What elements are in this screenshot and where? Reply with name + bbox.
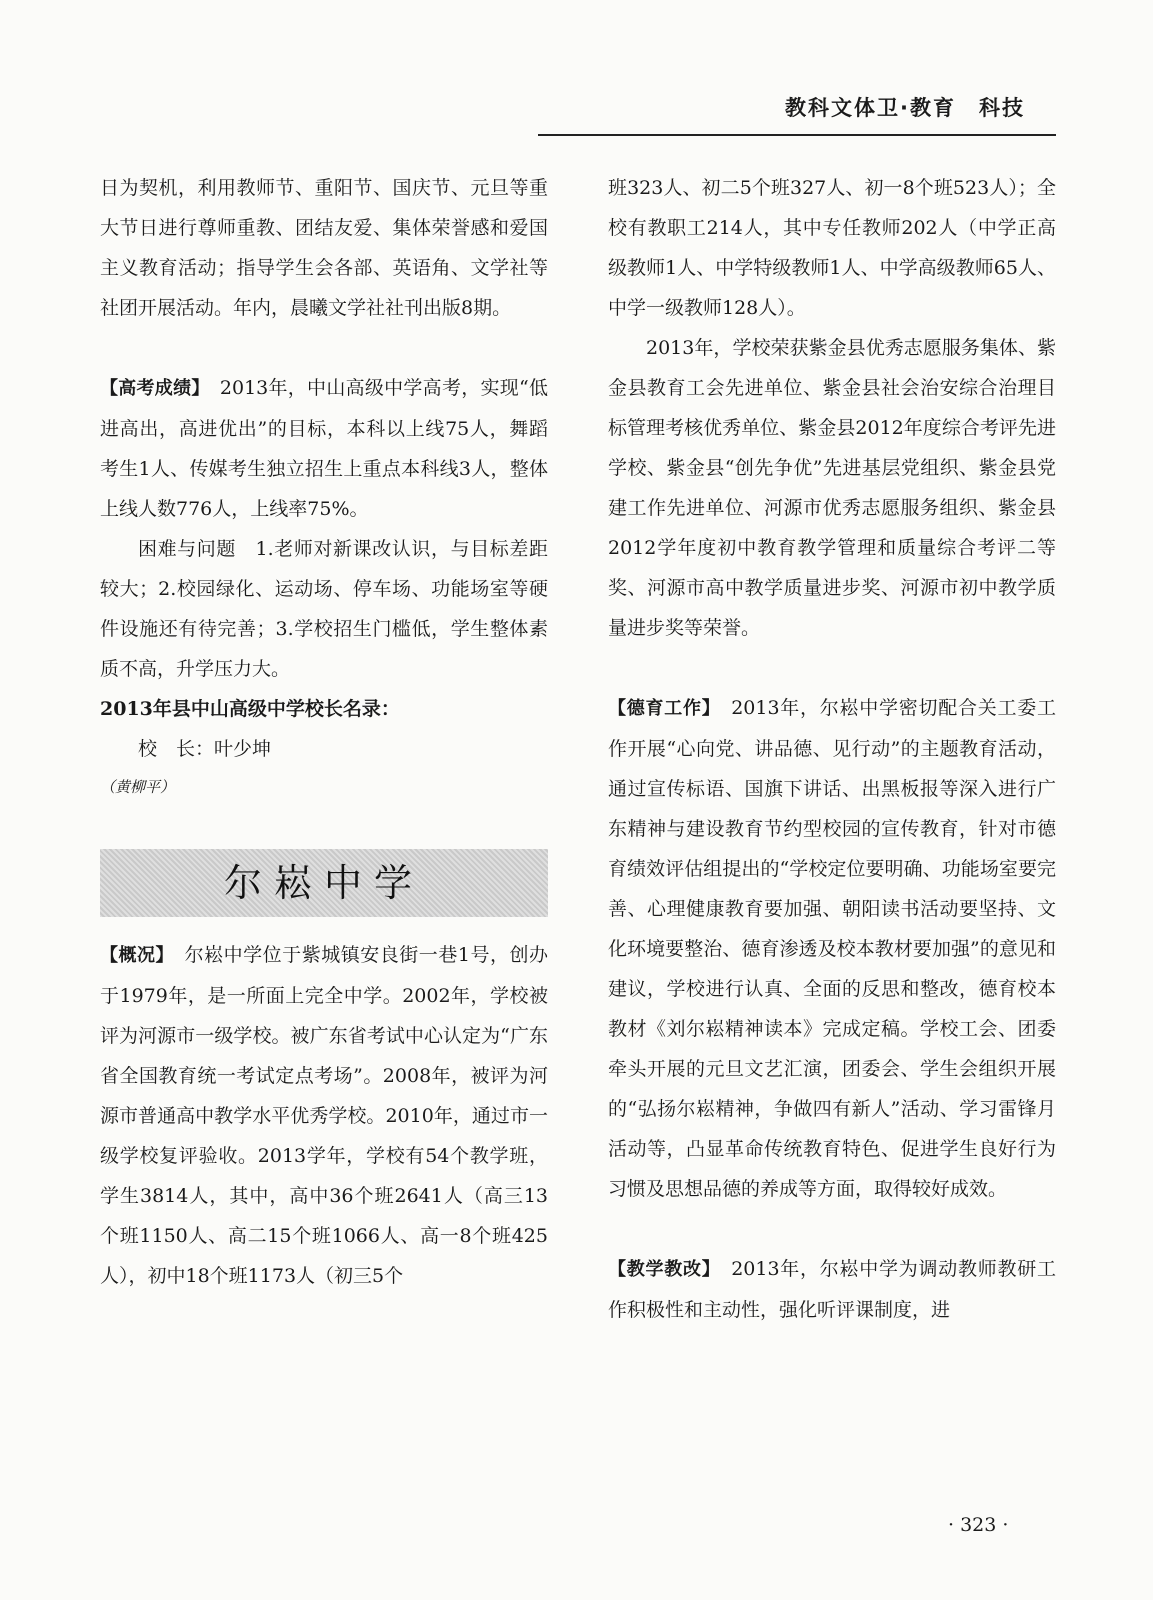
left-column xyxy=(100,168,548,1296)
overview-text: 尔崧中学位于紫城镇安良街一巷1号，创办于1979年，是一所面上完全中学。2002年，学校被评为河源市一级学校。被广东省考试中心认定为“广东省全国教育统一考试定点考场”。2008年，被评为河源市普通高中教学水平优秀学校。2010年，通过市一级学校复评验收。2013学年，学校有54个教学班，学生3814人，其中，高中36个班2641人（高三13个班1150人、高二15个班1066人、高一8个班425人），初中18个班1173人（初三5个 xyxy=(100,944,549,1287)
honors-paragraph: 2013年，学校荣获紫金县优秀志愿服务集体、紫金县教育工会先进单位、紫金县社会治安综合治理目标管理考核优秀单位、紫金县2012年度综合考评先进学校、紫金县“创先争优”先进基层党组织、紫金县党建工作先进单位、河源市优秀志愿服务组织、紫金县2012学年度初中教育教学管理和质量综合考评二等奖、河源市高中教学质量进步奖、河源市初中教学质量进步奖等荣誉。 xyxy=(608,337,1056,639)
principal-list-title: 2013年县中山高级中学校长名录： xyxy=(100,698,400,720)
gaokao-text: 2013年，中山高级中学高考，实现“低进高出，高进优出”的目标，本科以上线75人，舞蹈考生1人、传媒考生独立招生上重点本科线3人，整体上线人数776人，上线率75%。 xyxy=(100,377,548,520)
staff-paragraph: 班323人、初二5个班327人、初一8个班523人）；全校有教职工214人，其中专任教师202人（中学正高级教师1人、中学特级教师1人、中学高级教师65人、中学一级教师128人）。 xyxy=(608,177,1056,319)
moral-education-paragraph xyxy=(608,688,1056,1209)
overview-heading: 【概况】 xyxy=(100,945,166,966)
section-banner-title: 尔崧中学 xyxy=(223,861,424,905)
section-banner xyxy=(100,849,548,917)
moral-education-text: 2013年，尔崧中学密切配合关工委工作开展“心向党、讲品德、见行动”的主题教育活动，通过宣传标语、国旗下讲话、出黑板报等深入进行广东精神与建设教育节约型校园的宣传教育，针对市德育绩效评估组提出的“学校定位要明确、功能场室要完善、心理健康教育要加强、朝阳读书活动要坚持、文化环境要整治、德育渗透及校本教材要加强”的意见和建议，学校进行认真、全面的反思和整改，德育校本教材《刘尔崧精神读本》完成定稿。学校工会、团委牵头开展的元旦文艺汇演，团委会、学生会组织开展的“弘扬尔崧精神，争做四有新人”活动、学习雷锋月活动等，凸显革命传统教育特色、促进学生良好行为习惯及思想品德的养成等方面，取得较好成效。 xyxy=(608,697,1056,1200)
problems-paragraph: 困难与问题 1.老师对新课改认识，与目标差距较大；2.校园绿化、运动场、停车场、功能场室等硬件设施还有待完善；3.学校招生门槛低，学生整体素质不高，升学压力大。 xyxy=(100,538,548,680)
moral-education-heading: 【德育工作】 xyxy=(608,698,712,719)
principal-name: 校 长：叶少坤 xyxy=(138,738,272,760)
teaching-reform-heading: 【教学教改】 xyxy=(608,1259,712,1280)
teaching-reform-text: 2013年，尔崧中学为调动教师教研工作积极性和主动性，强化听评课制度，进 xyxy=(608,1258,1056,1321)
teaching-reform-paragraph xyxy=(608,1249,1056,1330)
page-number: · 323 · xyxy=(948,1514,1009,1536)
school-activities-paragraph: 日为契机，利用教师节、重阳节、国庆节、元旦等重大节日进行尊师重教、团结友爱、集体荣誉感和爱国主义教育活动；指导学生会各部、英语角、文学社等社团开展活动。年内，晨曦文学社社刊出版8期。 xyxy=(100,177,548,319)
gaokao-paragraph xyxy=(100,368,548,529)
right-column xyxy=(608,168,1056,1330)
author-credit: （黄柳平） xyxy=(100,778,176,796)
overview-paragraph xyxy=(100,935,548,1296)
header-rule xyxy=(538,134,1056,136)
page-header: 教科文体卫·教育 科技 xyxy=(785,96,1025,120)
gaokao-heading: 【高考成绩】 xyxy=(100,378,201,399)
